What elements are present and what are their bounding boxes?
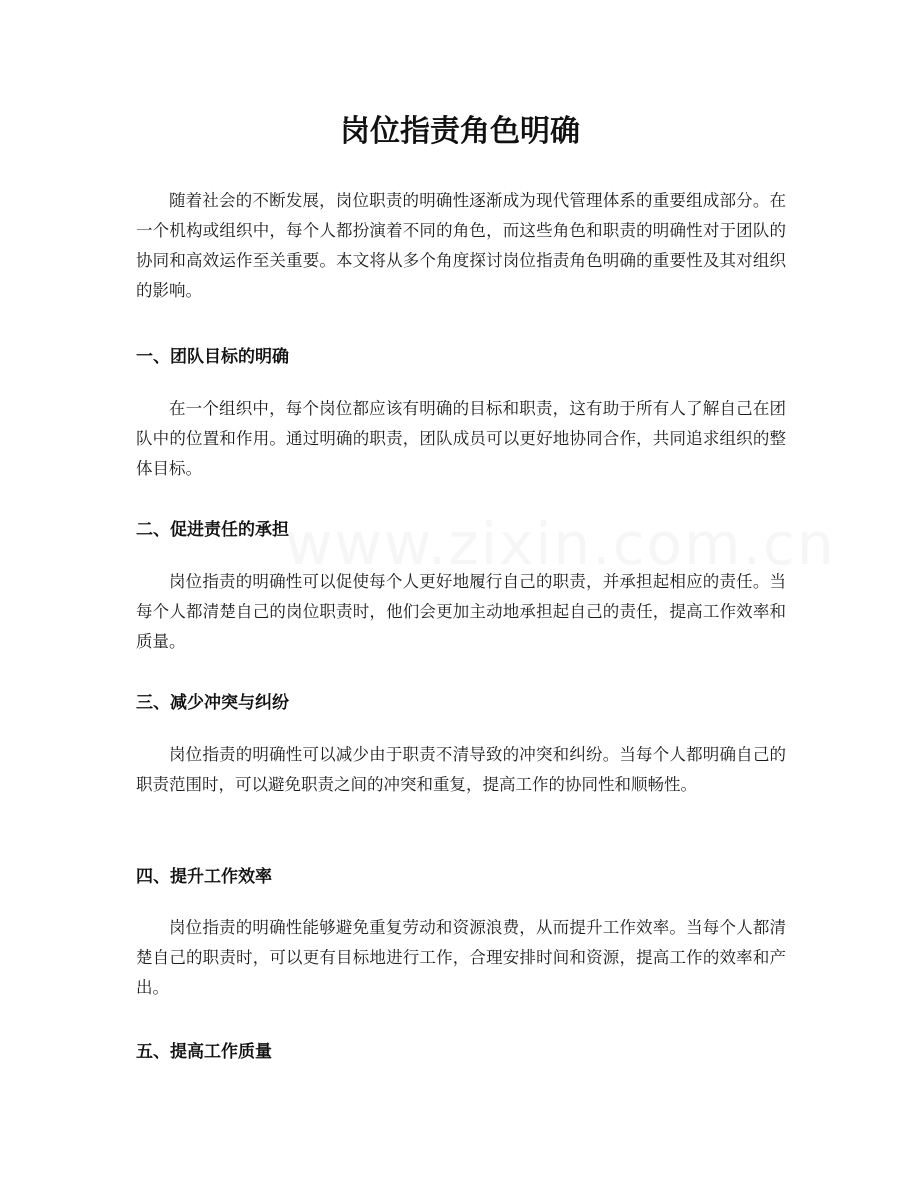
section-1-heading: 一、团队目标的明确 bbox=[136, 347, 289, 367]
section-3-body: 岗位指责的明确性可以减少由于职责不清导致的冲突和纠纷。当每个人都明确自己的职责范围时，可以避免职责之间的冲突和重复，提高工作的协同性和顺畅性。 bbox=[136, 745, 786, 794]
document-title: 岗位指责角色明确 bbox=[340, 114, 580, 149]
section-4-body: 岗位指责的明确性能够避免重复劳动和资源浪费，从而提升工作效率。当每个人都清楚自己的职责时，可以更有目标地进行工作，合理安排时间和资源，提高工作的效率和产出。 bbox=[136, 918, 786, 997]
section-2-heading: 二、促进责任的承担 bbox=[136, 520, 289, 540]
section-1-body: 在一个组织中，每个岗位都应该有明确的目标和职责，这有助于所有人了解自己在团队中的位置和作用。通过明确的职责，团队成员可以更好地协同合作，共同追求组织的整体目标。 bbox=[136, 399, 786, 478]
section-4-heading: 四、提升工作效率 bbox=[136, 867, 272, 887]
section-3-heading: 三、减少冲突与纠纷 bbox=[136, 693, 289, 713]
intro-paragraph: 随着社会的不断发展，岗位职责的明确性逐渐成为现代管理体系的重要组成部分。在一个机构或组织中，每个人都扮演着不同的角色，而这些角色和职责的明确性对于团队的协同和高效运作至关重要。本文将从多个角度探讨岗位指责角色明确的重要性及其对组织的影响。 bbox=[136, 191, 786, 300]
section-5-heading: 五、提高工作质量 bbox=[136, 1042, 272, 1062]
section-2-body: 岗位指责的明确性可以促使每个人更好地履行自己的职责，并承担起相应的责任。当每个人都清楚自己的岗位职责时，他们会更加主动地承担起自己的责任，提高工作效率和质量。 bbox=[136, 572, 786, 651]
watermark: www.zixin.com.cn bbox=[285, 510, 836, 578]
